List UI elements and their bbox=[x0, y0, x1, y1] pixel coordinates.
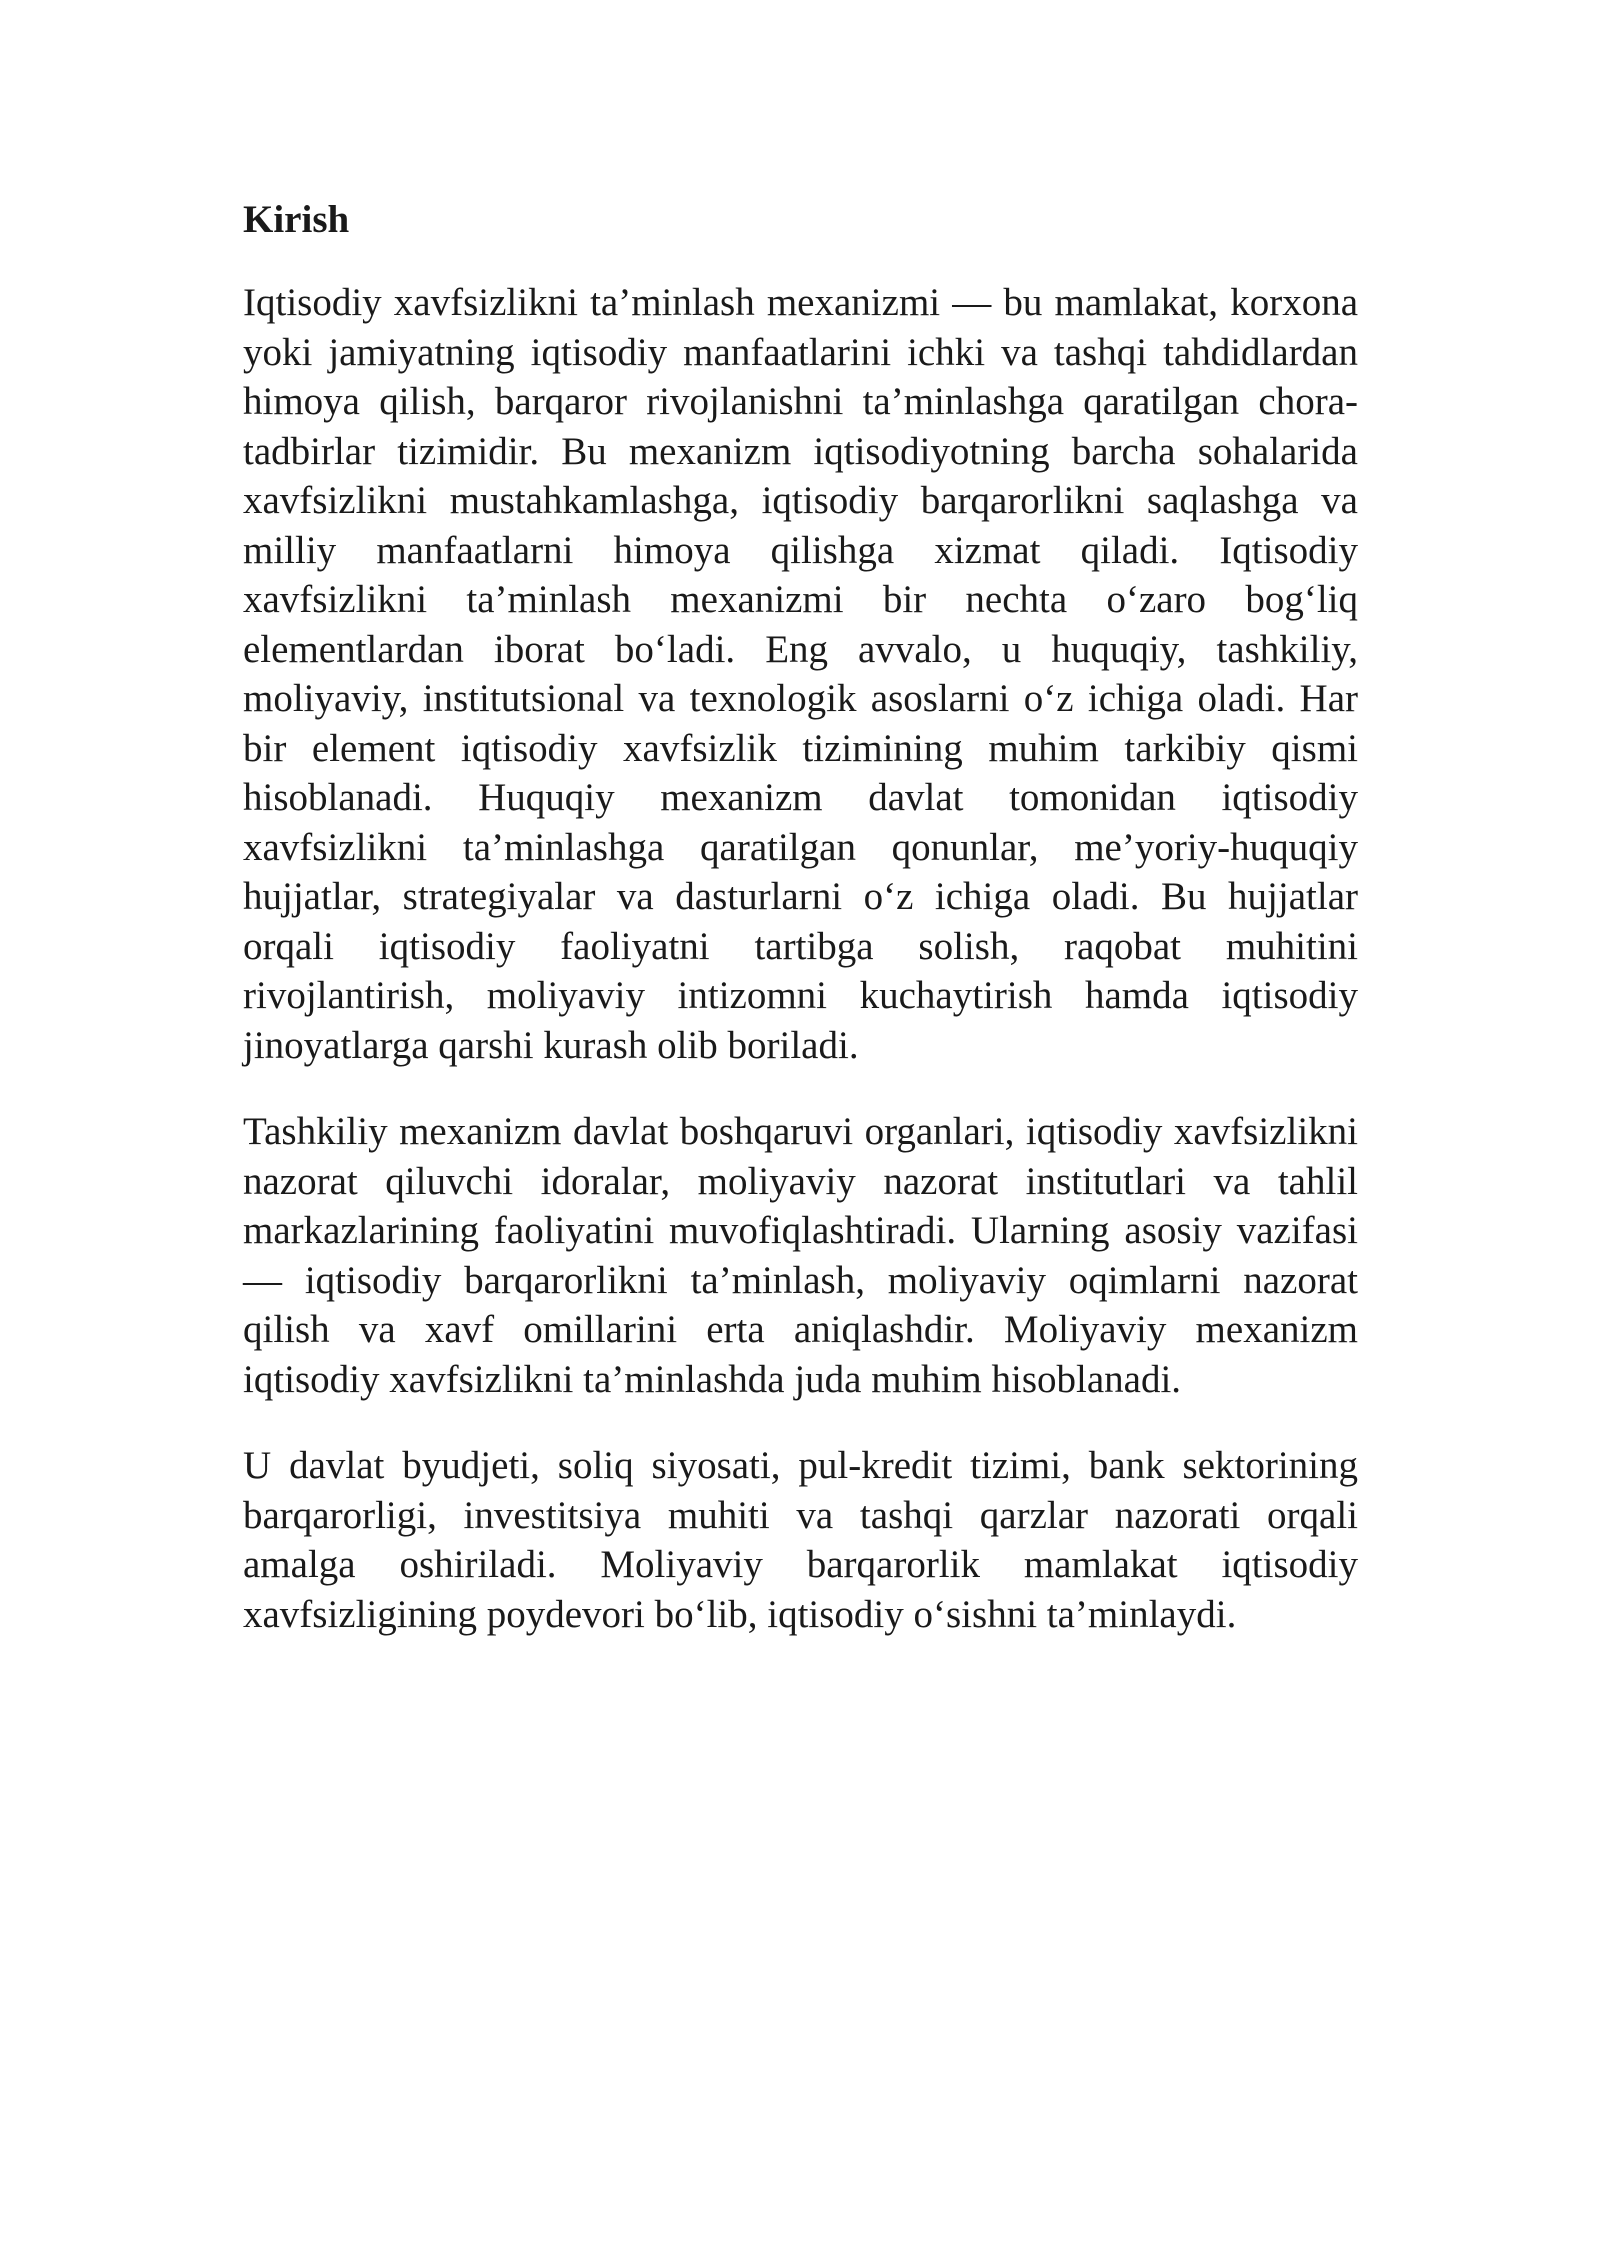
paragraph-2: Tashkiliy mexanizm davlat boshqaruvi organlari, iqtisodiy xavfsizlikni nazorat qiluvchi idoralar, moliyaviy nazorat institutlari va tahlil markazlarining faoliyatini muvofiqlashtiradi. Ularning asosiy vazifasi — iqtisodiy barqarorlikni ta’minlash, moliyaviy oqimlarni nazorat qilish va xavf omillarini erta aniqlashdir. Moliyaviy mexanizm iqtisodiy xavfsizlikni ta’minlashda juda muhim hisoblanadi. bbox=[243, 1110, 1358, 1401]
paragraph-1: Iqtisodiy xavfsizlikni ta’minlash mexanizmi — bu mamlakat, korxona yoki jamiyatning iqtisodiy manfaatlarini ichki va tashqi tahdidlardan himoya qilish, barqaror rivojlanishni ta’minlashga qaratilgan chora-tadbirlar tizimidir. Bu mexanizm iqtisodiyotning barcha sohalarida xavfsizlikni mustahkamlashga, iqtisodiy barqarorlikni saqlashga va milliy manfaatlarni himoya qilishga xizmat qiladi. Iqtisodiy xavfsizlikni ta’minlash mexanizmi bir nechta o‘zaro bog‘liq elementlardan iborat bo‘ladi. Eng avvalo, u huquqiy, tashkiliy, moliyaviy, institutsional va texnologik asoslarni o‘z ichiga oladi. Har bir element iqtisodiy xavfsizlik tizimining muhim tarkibiy qismi hisoblanadi. Huquqiy mexanizm davlat tomonidan iqtisodiy xavfsizlikni ta’minlashga qaratilgan qonunlar, me’yoriy-huquqiy hujjatlar, strategiyalar va dasturlarni o‘z ichiga oladi. Bu hujjatlar orqali iqtisodiy faoliyatni tartibga solish, raqobat muhitini rivojlantirish, moliyaviy intizomni kuchaytirish hamda iqtisodiy jinoyatlarga qarshi kurash olib boriladi. bbox=[243, 281, 1358, 1067]
paragraph-3: U davlat byudjeti, soliq siyosati, pul-kredit tizimi, bank sektorining barqarorligi, investitsiya muhiti va tashqi qarzlar nazorati orqali amalga oshiriladi. Moliyaviy barqarorlik mamlakat iqtisodiy xavfsizligining poydevori bo‘lib, iqtisodiy o‘sishni ta’minlaydi. bbox=[243, 1444, 1358, 1636]
section-heading: Kirish bbox=[243, 198, 350, 241]
document-body bbox=[243, 190, 1358, 1676]
